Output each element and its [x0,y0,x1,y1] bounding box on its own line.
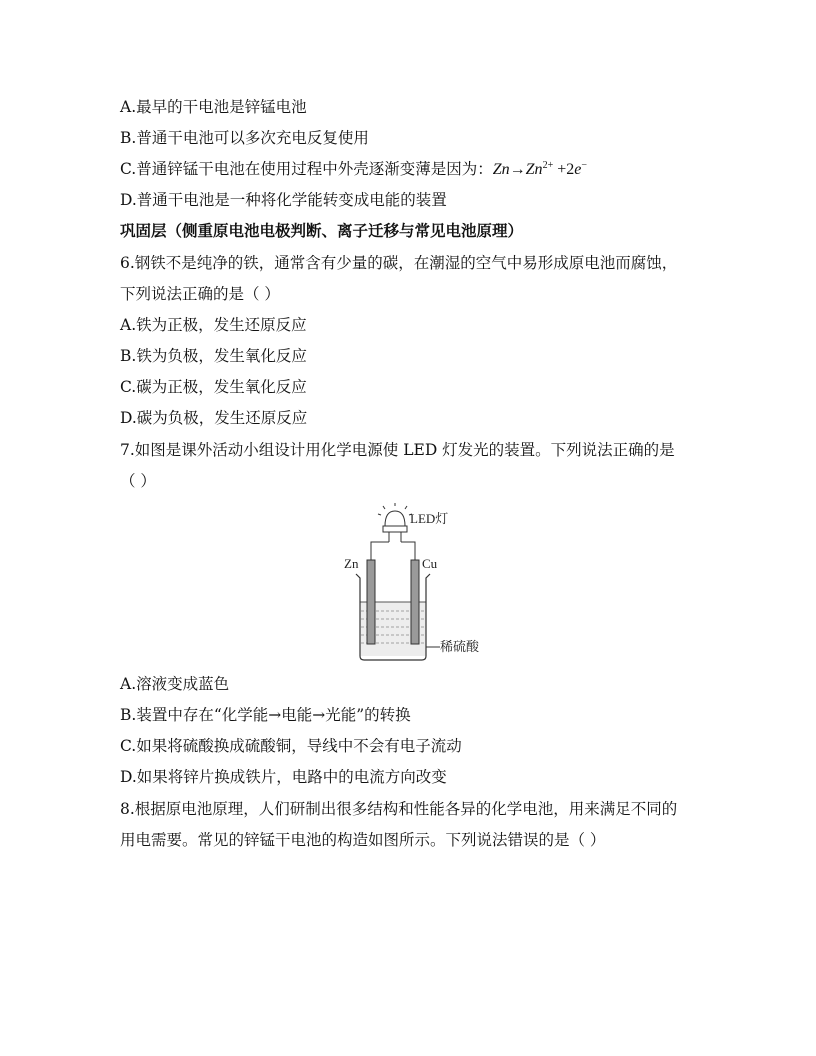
q6-option-d: D.碳为负极，发生还原反应 [120,409,308,427]
q6-stem-line2: 下列说法正确的是（ ） [120,285,280,303]
equation-charge: 2+ [542,160,554,171]
cu-electrode [411,560,419,644]
led-bulb-icon [378,503,412,542]
equation-zn: Zn [492,161,510,178]
zinc-oxidation-equation [493,161,587,178]
q7-option-d: D.如果将锌片换成铁片，电路中的电流方向改变 [120,768,447,786]
q7-option-a: A.溶液变成蓝色 [120,675,230,693]
equation-electron: e [574,161,582,178]
q7-stem-line2: （ ） [120,472,156,490]
q7-stem-line1: 7.如图是课外活动小组设计用化学电源使 LED 灯发光的装置。下列说法正确的是 [120,441,675,459]
q8-stem-line1: 8.根据原电池原理，人们研制出很多结构和性能各异的化学电池，用来满足不同的 [120,800,678,818]
q7-option-c: C.如果将硫酸换成硫酸铜，导线中不会有电子流动 [120,737,462,755]
circuit-wire [371,542,415,560]
zn-electrode-label: Zn [344,556,359,571]
galvanic-cell-diagram [336,502,496,666]
q5-option-a: A.最早的干电池是锌锰电池 [120,98,307,116]
q8-stem-line2: 用电需要。常见的锌锰干电池的构造如图所示。下列说法错误的是（ ） [120,831,606,849]
q5-option-c-text: C.普通锌锰干电池在使用过程中外壳逐渐变薄是因为： [120,160,493,178]
q7-option-b: B.装置中存在“化学能→电能→光能”的转换 [120,706,411,724]
equation-electron-charge: − [581,160,587,171]
zn-electrode [367,560,375,644]
q5-option-d: D.普通干电池是一种将化学能转变成电能的装置 [120,191,447,209]
q5-option-b: B.普通干电池可以多次充电反复使用 [120,129,369,147]
q6-option-b: B.铁为负极，发生氧化反应 [120,347,307,365]
q6-option-c: C.碳为正极，发生氧化反应 [120,378,307,396]
equation-plus: +2 [553,161,575,178]
equation-arrow: → [509,161,526,178]
q6-stem-line1: 6.钢铁不是纯净的铁，通常含有少量的碳，在潮湿的空气中易形成原电池而腐蚀， [120,254,678,272]
solution-label: 稀硫酸 [440,639,480,654]
cu-electrode-label: Cu [422,556,438,571]
equation-zn-ion: Zn [525,161,543,178]
section-heading: 巩固层（侧重原电池电极判断、离子迁移与常见电池原理） [120,221,524,240]
q6-option-a: A.铁为正极，发生还原反应 [120,316,307,334]
q5-option-c [120,159,587,180]
led-label: LED灯 [410,511,449,526]
